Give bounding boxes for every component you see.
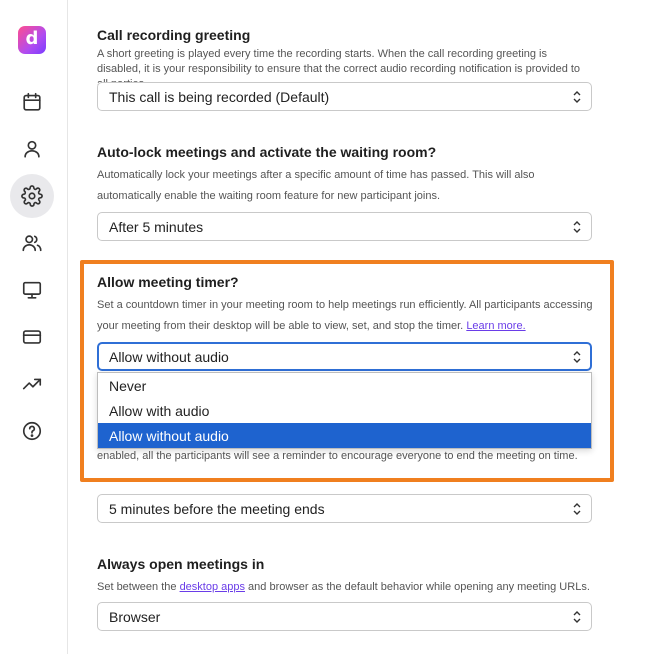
analytics-trend-icon xyxy=(21,373,43,395)
learn-more-link[interactable]: Learn more. xyxy=(466,320,526,332)
open-meetings-description xyxy=(97,577,597,598)
open-meetings-select[interactable] xyxy=(97,602,592,631)
nav-settings[interactable] xyxy=(10,174,54,218)
settings-gear-icon xyxy=(21,185,43,207)
nav-billing[interactable] xyxy=(10,315,54,359)
select-chevron-icon xyxy=(572,90,582,104)
nav-profile[interactable] xyxy=(10,127,54,171)
open-meetings-title: Always open meetings in xyxy=(97,556,265,572)
nav-help[interactable] xyxy=(10,409,54,453)
open-meetings-value: Browser xyxy=(109,608,161,625)
highlight-outline xyxy=(80,260,614,482)
auto-lock-title: Auto-lock meetings and activate the waiting room? xyxy=(97,144,437,160)
nav-calendar[interactable] xyxy=(10,80,54,124)
end-reminder-select[interactable] xyxy=(97,494,592,523)
meeting-timer-title: Allow meeting timer? xyxy=(97,274,239,290)
calendar-icon xyxy=(21,91,43,113)
option-allow-with-audio[interactable]: Allow with audio xyxy=(109,402,210,419)
meeting-timer-value: Allow without audio xyxy=(109,348,229,365)
team-icon xyxy=(21,232,43,254)
user-icon xyxy=(21,138,43,160)
option-never[interactable]: Never xyxy=(109,377,147,394)
app-logo[interactable] xyxy=(18,26,46,54)
open-meetings-desc-prefix: Set between the xyxy=(97,581,180,593)
end-reminder-value: 5 minutes before the meeting ends xyxy=(109,500,325,517)
auto-lock-value: After 5 minutes xyxy=(109,218,204,235)
billing-card-icon xyxy=(21,326,43,348)
select-chevron-icon xyxy=(572,220,582,234)
nav-devices[interactable] xyxy=(10,268,54,312)
monitor-icon xyxy=(21,279,43,301)
nav-team[interactable] xyxy=(10,221,54,265)
auto-lock-select[interactable] xyxy=(97,212,592,241)
end-reminder-description: enabled, all the participants will see a reminder to encourage everyone to end the meeting on time. xyxy=(97,450,578,462)
logo-letter: d xyxy=(25,28,39,49)
option-allow-without-audio[interactable]: Allow without audio xyxy=(98,423,591,448)
desktop-apps-link[interactable]: desktop apps xyxy=(179,581,245,593)
select-chevron-icon xyxy=(572,502,582,516)
call-recording-select[interactable] xyxy=(97,82,592,111)
sidebar xyxy=(0,0,68,654)
help-icon xyxy=(21,420,43,442)
auto-lock-description: Automatically lock your meetings after a specific amount of time has passed. This will also automatically enable the waiting room feature for new participant joins. xyxy=(97,169,535,202)
call-recording-value: This call is being recorded (Default) xyxy=(109,88,330,105)
meeting-timer-description-text: Set a countdown timer in your meeting room to help meetings run efficiently. All participants accessing your meeting from their desktop will be able to view, set, and stop the timer. xyxy=(97,299,593,332)
select-chevron-icon xyxy=(572,610,582,624)
call-recording-title: Call recording greeting xyxy=(97,27,251,43)
open-meetings-desc-suffix: and browser as the default behavior while opening any meeting URLs. xyxy=(245,581,590,593)
call-recording-description: A short greeting is played every time the recording starts. When the call recording greeting is disabled, it is your responsibility to ensure that the correct audio recording notification is provided to xyxy=(97,48,581,75)
nav-analytics[interactable] xyxy=(10,362,54,406)
